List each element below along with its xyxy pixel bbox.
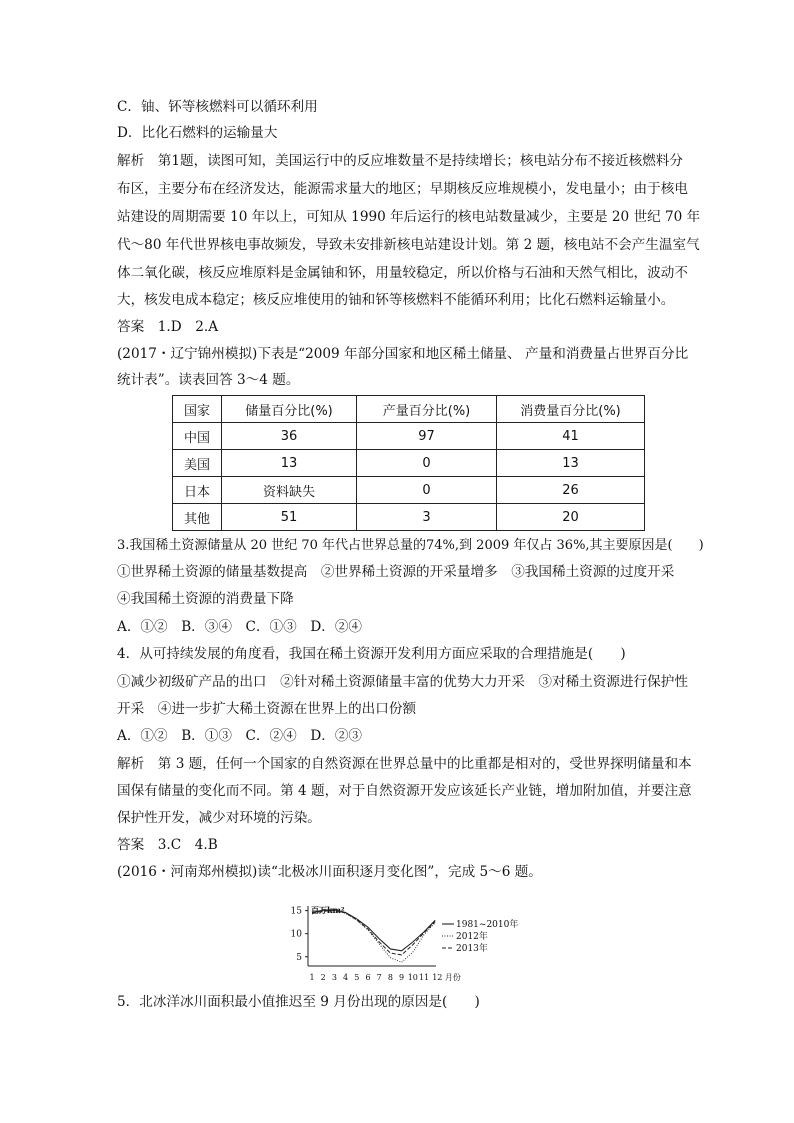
table-row [173, 450, 645, 477]
table-header: 消费量百分比(%) [497, 396, 645, 423]
series-line-2 [312, 911, 435, 963]
legend-label: 1981~2010年 [456, 920, 519, 930]
y-tick-label: 10 [290, 929, 302, 940]
analysis-3-line-3: 保护性开发，减少对环境的污染。 [117, 810, 321, 826]
analysis-1-line-4: 代～80 年代世界核电事故频发，导致未安排新核电站建设计划。第 2 题，核电站不会产生温室气 [117, 237, 700, 253]
table-cell: 资料缺失 [222, 477, 357, 504]
option-c: C．铀、钚等核燃料可以循环利用 [117, 99, 318, 115]
option-d: D．比化石燃料的运输量大 [117, 125, 278, 141]
y-tick-label: 15 [290, 906, 302, 917]
x-tick-label: 11 [418, 973, 430, 982]
x-tick-label: 3 [331, 973, 337, 982]
intro-3-4-line-1: (2017・辽宁锦州模拟)下表是“2009 年部分国家和地区稀土储量、 产量和消费量占世界百分比 [117, 346, 689, 362]
table-cell: 日本 [173, 477, 222, 504]
table-cell: 13 [222, 450, 357, 477]
table-cell: 51 [222, 504, 357, 531]
table-header: 储量百分比(%) [222, 396, 357, 423]
analysis-1-line-6: 大，核发电成本稳定；核反应堆使用的铀和钚等核燃料不能循环利用；比化石燃料运输量小。 [117, 292, 675, 308]
x-tick-label: 12 月份 [432, 973, 461, 982]
answer-3-4: 答案 3.C 4.B [117, 837, 218, 853]
table-cell: 41 [497, 423, 645, 450]
table-cell: 36 [222, 423, 357, 450]
x-tick-label: 4 [343, 973, 349, 982]
table-header: 国家 [173, 396, 222, 423]
x-tick-label: 2 [320, 973, 326, 982]
analysis-3-line-1: 解析 第 3 题，任何一个国家的自然资源在世界总量中的比重都是相对的，受世界探明储量和本 [117, 756, 692, 772]
x-tick-label: 9 [399, 973, 405, 982]
table-cell: 20 [497, 504, 645, 531]
question-3-choices: A．①② B．③④ C．①③ D．②④ [117, 619, 363, 635]
intro-5-6: (2016・河南郑州模拟)读“北极冰川面积逐月变化图”，完成 5～6 题。 [117, 864, 542, 880]
question-4-choices: A．①② B．①③ C．②④ D．②③ [117, 728, 363, 744]
x-tick-label: 8 [387, 973, 393, 982]
series-line-1 [312, 910, 435, 951]
x-tick-label: 5 [354, 973, 360, 982]
table-header: 产量百分比(%) [357, 396, 497, 423]
intro-3-4-line-2: 统计表”。读表回答 3～4 题。 [117, 372, 300, 388]
table-row [173, 423, 645, 450]
question-3: 3.我国稀土资源储量从 20 世纪 70 年代占世界总量的74%,到 2009 年仅占 36%,其主要原因是( ) [117, 538, 704, 553]
answer-1-2: 答案 1.D 2.A [117, 319, 219, 335]
table-cell: 3 [357, 504, 497, 531]
table-cell: 26 [497, 477, 645, 504]
table-cell: 13 [497, 450, 645, 477]
analysis-1-line-2: 布区，主要分布在经济发达，能源需求量大的地区；早期核反应堆规模小，发电量小；由于核电 [117, 181, 688, 197]
table-cell: 中国 [173, 423, 222, 450]
question-3-items-2: ④我国稀土资源的消费量下降 [117, 591, 294, 607]
analysis-3-line-2: 国保有储量的变化而不同。第 4 题，对于自然资源开发应该延长产业链，增加附加值，并要注意 [117, 783, 692, 799]
question-3-items-1: ①世界稀土资源的储量基数提高 ②世界稀土资源的开采量增多 ③我国稀土资源的过度开采 [117, 564, 675, 580]
legend-label: 2013年 [456, 944, 488, 954]
table-cell: 97 [357, 423, 497, 450]
question-4: 4．从可持续发展的角度看，我国在稀土资源开发利用方面应采取的合理措施是( ) [117, 646, 626, 662]
table-cell: 其他 [173, 504, 222, 531]
x-tick-label: 7 [376, 973, 382, 982]
table-row [173, 477, 645, 504]
y-axis-label: 百万km² [311, 905, 345, 915]
question-4-items-1: ①减少初级矿产品的出口 ②针对稀土资源储量丰富的优势大力开采 ③对稀土资源进行保护性 [117, 674, 688, 690]
table-cell: 0 [357, 477, 497, 504]
table-cell: 美国 [173, 450, 222, 477]
x-tick-label: 10 [407, 973, 418, 982]
y-tick-label: 5 [296, 952, 302, 963]
analysis-1-line-1: 解析 第1题，读图可知，美国运行中的反应堆数量不是持续增长；核电站分布不接近核燃料分 [117, 153, 683, 169]
analysis-1-line-5: 体二氧化碳，核反应堆原料是金属铀和钚，用量较稳定，所以价格与石油和天然气相比，波动不 [117, 265, 688, 281]
analysis-1-line-3: 站建设的周期需要 10 年以上，可知从 1990 年后运行的核电站数量减少，主要是 20 世纪 70 年 [117, 209, 701, 225]
table-cell: 0 [357, 450, 497, 477]
x-tick-label: 1 [309, 973, 315, 982]
question-4-items-2: 开采 ④进一步扩大稀土资源在世界上的出口份额 [117, 701, 417, 717]
rare-earth-table [172, 395, 645, 531]
legend-label: 2012年 [456, 932, 488, 942]
question-5: 5．北冰洋冰川面积最小值推迟至 9 月份出现的原因是( ) [117, 994, 480, 1010]
arctic-ice-chart [288, 902, 528, 984]
table-row [173, 504, 645, 531]
table-header-row [173, 396, 645, 423]
x-tick-label: 6 [365, 973, 371, 982]
